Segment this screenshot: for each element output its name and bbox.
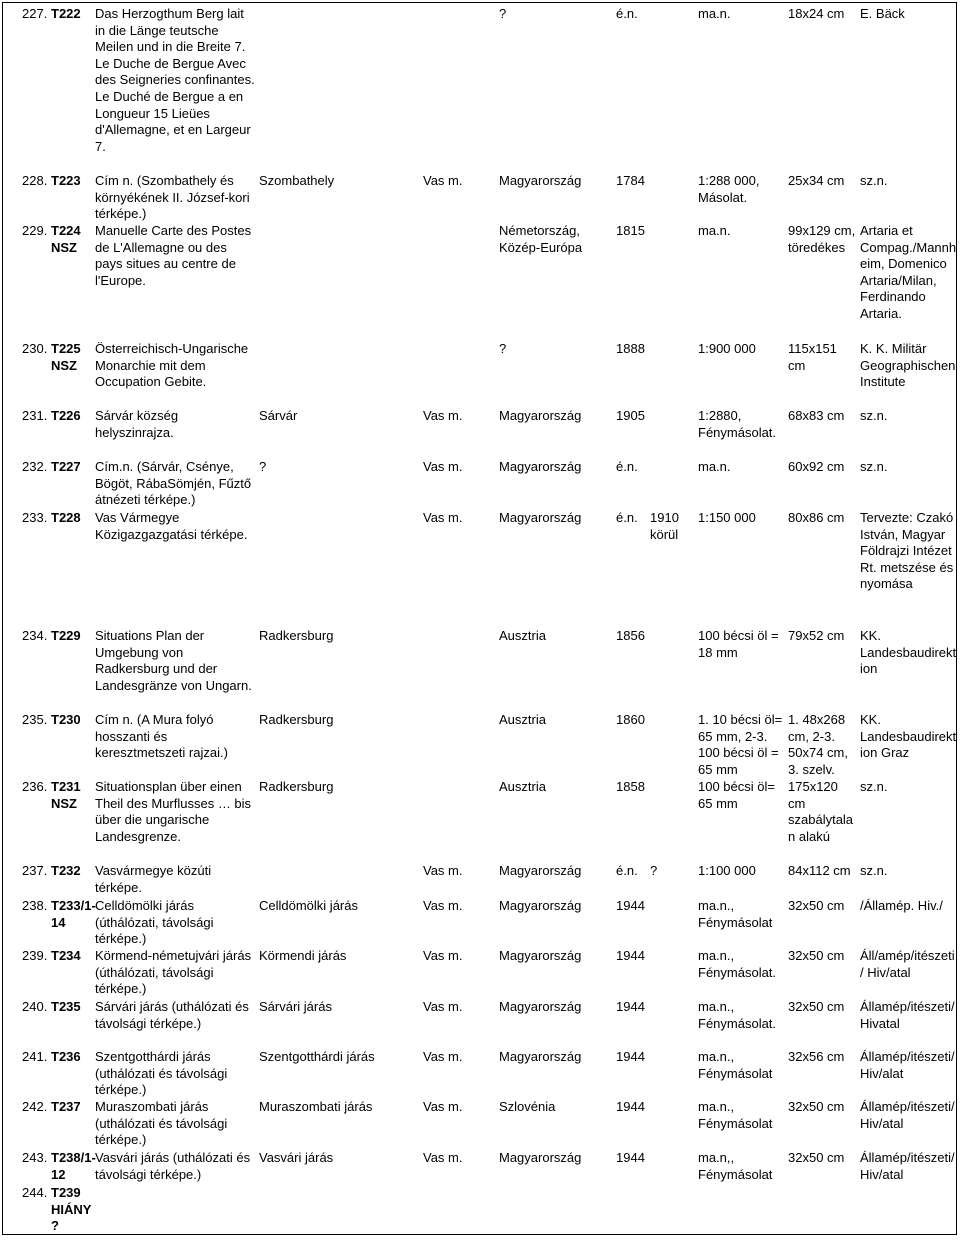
- cell-title: Cím.n. (Sárvár, Csénye, Bögöt, RábaSömjén, Fűztő átnézeti térképe.): [95, 459, 252, 508]
- cell-code: T231 NSZ: [51, 779, 81, 811]
- cell-no: 236.: [22, 779, 48, 794]
- cell-code: T233/1- 14: [51, 898, 96, 930]
- cell-year: 1815: [616, 223, 645, 238]
- cell-county: Vas m.: [423, 1099, 463, 1114]
- cell-title: Celldömölki járás (úthálózati, távolsági térképe.): [95, 898, 214, 947]
- cell-size: 84x112 cm: [788, 863, 851, 878]
- cell-note: K. K. Militär Geographischen Institute: [860, 341, 956, 390]
- cell-size: 80x86 cm: [788, 510, 845, 525]
- cell-country: Magyarország: [499, 1150, 582, 1165]
- cell-size: 99x129 cm, töredékes: [788, 223, 856, 255]
- cell-title: Manuelle Carte des Postes de L'Allemagne ou des pays situes au centre de l'Europe.: [95, 223, 252, 288]
- cell-year: 1944: [616, 1150, 645, 1165]
- cell-title: Vasvármegye közúti térképe.: [95, 863, 212, 895]
- cell-title: Vas Vármegye Közigazgazgatási térképe.: [95, 510, 248, 542]
- cell-no: 244.: [22, 1185, 48, 1200]
- cell-scale: 100 bécsi öl= 65 mm: [698, 779, 775, 811]
- cell-note: Államép/itészeti/ Hiv/atal: [860, 1150, 955, 1182]
- cell-title: Körmend-németujvári járás (úthálózati, távolsági térképe.): [95, 948, 252, 997]
- cell-no: 241.: [22, 1049, 48, 1064]
- cell-place: Szentgotthárdi járás: [259, 1049, 375, 1064]
- cell-code: T222: [51, 6, 81, 21]
- cell-county: Vas m.: [423, 863, 463, 878]
- cell-size: 32x50 cm: [788, 1099, 845, 1114]
- cell-code: T232: [51, 863, 81, 878]
- cell-scale: ma.n.: [698, 6, 731, 21]
- cell-note: Államép/itészeti/ Hiv/alat: [860, 1049, 955, 1081]
- cell-no: 232.: [22, 459, 48, 474]
- cell-note: Artaria et Compag./Mannh eim, Domenico Artaria/Milan, Ferdinando Artaria.: [860, 223, 957, 321]
- cell-country: Magyarország: [499, 948, 582, 963]
- cell-note: sz.n.: [860, 863, 888, 878]
- cell-code: T238/1- 12: [51, 1150, 96, 1182]
- cell-code: T236: [51, 1049, 81, 1064]
- cell-place: Radkersburg: [259, 779, 334, 794]
- cell-title: Situationsplan über einen Theil des Murflusses … bis über die ungarische Landesgrenze.: [95, 779, 252, 844]
- cell-no: 227.: [22, 6, 48, 21]
- cell-size: 175x120 cm szabálytala n alakú: [788, 779, 854, 844]
- cell-code: T227: [51, 459, 81, 474]
- cell-country: Magyarország: [499, 898, 582, 913]
- cell-year: 1944: [616, 898, 645, 913]
- cell-no: 228.: [22, 173, 48, 188]
- cell-county: Vas m.: [423, 408, 463, 423]
- cell-title: Cím n. (A Mura folyó hosszanti és keresztmetszeti rajzai.): [95, 712, 228, 761]
- cell-country: Magyarország: [499, 1049, 582, 1064]
- cell-year: é.n.: [616, 510, 638, 525]
- cell-no: 240.: [22, 999, 48, 1014]
- cell-county: Vas m.: [423, 510, 463, 525]
- cell-code: T228: [51, 510, 81, 525]
- cell-place: Szombathely: [259, 173, 335, 188]
- cell-title: Muraszombati járás (uthálózati és távolsági térképe.): [95, 1099, 228, 1148]
- cell-size: 32x50 cm: [788, 999, 845, 1014]
- cell-country: Szlovénia: [499, 1099, 556, 1114]
- cell-year: 1944: [616, 1049, 645, 1064]
- cell-place: Radkersburg: [259, 712, 334, 727]
- cell-county: Vas m.: [423, 459, 463, 474]
- cell-note: sz.n.: [860, 779, 888, 794]
- cell-no: 243.: [22, 1150, 48, 1165]
- cell-code: T224 NSZ: [51, 223, 81, 255]
- cell-no: 230.: [22, 341, 48, 356]
- cell-no: 229.: [22, 223, 48, 238]
- cell-circa: 1910 körül: [650, 510, 679, 542]
- cell-place: Sárvári járás: [259, 999, 332, 1014]
- cell-scale: 100 bécsi öl = 18 mm: [698, 628, 779, 660]
- cell-country: Magyarország: [499, 863, 582, 878]
- cell-country: ?: [499, 341, 507, 356]
- cell-country: Magyarország: [499, 510, 582, 525]
- cell-scale: ma.n., Fénymásolat: [698, 1049, 773, 1081]
- cell-country: Ausztria: [499, 779, 546, 794]
- cell-note: KK. Landesbaudirekt ion Graz: [860, 712, 957, 761]
- cell-no: 235.: [22, 712, 48, 727]
- cell-scale: ma.n., Fénymásolat: [698, 1099, 773, 1131]
- cell-place: Körmendi járás: [259, 948, 347, 963]
- cell-year: 1944: [616, 948, 645, 963]
- cell-country: Magyarország: [499, 173, 582, 188]
- cell-year: 1944: [616, 1099, 645, 1114]
- cell-county: Vas m.: [423, 1150, 463, 1165]
- cell-size: 32x50 cm: [788, 898, 845, 913]
- cell-county: Vas m.: [423, 999, 463, 1014]
- cell-note: sz.n.: [860, 173, 888, 188]
- cell-place: Muraszombati járás: [259, 1099, 373, 1114]
- cell-size: 79x52 cm: [788, 628, 845, 643]
- cell-place: ?: [259, 459, 267, 474]
- cell-code: T229: [51, 628, 81, 643]
- cell-size: 60x92 cm: [788, 459, 845, 474]
- cell-year: 1860: [616, 712, 645, 727]
- cell-year: 1784: [616, 173, 645, 188]
- cell-country: Magyarország: [499, 459, 582, 474]
- cell-year: é.n.: [616, 863, 638, 878]
- cell-scale: ma.n,, Fénymásolat: [698, 1150, 773, 1182]
- cell-no: 231.: [22, 408, 48, 423]
- cell-country: Németország, Közép-Európa: [499, 223, 583, 255]
- cell-circa: ?: [650, 863, 658, 878]
- cell-title: Situations Plan der Umgebung von Radkersburg und der Landesgränze von Ungarn.: [95, 628, 252, 693]
- cell-size: 32x56 cm: [788, 1049, 845, 1064]
- cell-county: Vas m.: [423, 898, 463, 913]
- cell-scale: ma.n., Fénymásolat: [698, 898, 773, 930]
- cell-title: Sárvári járás (uthálózati és távolsági térképe.): [95, 999, 249, 1031]
- cell-county: Vas m.: [423, 173, 463, 188]
- cell-place: Sárvár: [259, 408, 298, 423]
- cell-size: 115x151 cm: [788, 341, 837, 373]
- cell-scale: ma.n., Fénymásolat.: [698, 999, 777, 1031]
- cell-note: /Államép. Hiv./: [860, 898, 943, 913]
- cell-no: 234.: [22, 628, 48, 643]
- cell-title: Cím n. (Szombathely és környékének II. József-kori térképe.): [95, 173, 250, 222]
- cell-county: Vas m.: [423, 1049, 463, 1064]
- cell-scale: 1:900 000: [698, 341, 756, 356]
- cell-year: é.n.: [616, 459, 638, 474]
- cell-no: 242.: [22, 1099, 48, 1114]
- cell-note: Tervezte: Czakó István, Magyar Földrajzi Intézet Rt. metszése és nyomása: [860, 510, 954, 592]
- cell-size: 1. 48x268 cm, 2-3. 50x74 cm, 3. szelv.: [788, 712, 848, 777]
- cell-county: Vas m.: [423, 948, 463, 963]
- cell-title: Vasvári járás (uthálózati és távolsági térképe.): [95, 1150, 251, 1182]
- cell-scale: 1:150 000: [698, 510, 756, 525]
- cell-country: Magyarország: [499, 408, 582, 423]
- cell-code: T225 NSZ: [51, 341, 81, 373]
- cell-year: 1888: [616, 341, 645, 356]
- cell-title: Szentgotthárdi járás (uthálózati és távolsági térképe.): [95, 1049, 228, 1098]
- cell-year: 1858: [616, 779, 645, 794]
- cell-country: Ausztria: [499, 628, 546, 643]
- cell-code: T234: [51, 948, 81, 963]
- cell-scale: 1:100 000: [698, 863, 756, 878]
- cell-note: Államép/itészeti/ Hiv/atal: [860, 1099, 955, 1131]
- cell-note: Áll/amép/itészeti / Hiv/atal: [860, 948, 955, 980]
- cell-note: Államép/itészeti/ Hivatal: [860, 999, 955, 1031]
- cell-code: T239 HIÁNY ?: [51, 1185, 92, 1234]
- cell-scale: 1:288 000, Másolat.: [698, 173, 760, 205]
- cell-no: 239.: [22, 948, 48, 963]
- cell-place: Celldömölki járás: [259, 898, 358, 913]
- cell-scale: ma.n., Fénymásolat.: [698, 948, 777, 980]
- cell-scale: 1:2880, Fénymásolat.: [698, 408, 777, 440]
- cell-code: T223: [51, 173, 81, 188]
- cell-country: ?: [499, 6, 507, 21]
- cell-size: 68x83 cm: [788, 408, 845, 423]
- cell-code: T235: [51, 999, 81, 1014]
- cell-place: Vasvári járás: [259, 1150, 334, 1165]
- cell-year: 1944: [616, 999, 645, 1014]
- cell-scale: 1. 10 bécsi öl= 65 mm, 2-3. 100 bécsi öl = 65 mm: [698, 712, 783, 777]
- cell-country: Ausztria: [499, 712, 546, 727]
- cell-no: 238.: [22, 898, 48, 913]
- cell-title: Sárvár község helyszinrajza.: [95, 408, 179, 440]
- cell-size: 32x50 cm: [788, 948, 845, 963]
- cell-country: Magyarország: [499, 999, 582, 1014]
- cell-code: T226: [51, 408, 81, 423]
- cell-note: KK. Landesbaudirekt ion: [860, 628, 957, 677]
- cell-size: 32x50 cm: [788, 1150, 845, 1165]
- cell-title: Das Herzogthum Berg lait in die Länge teutsche Meilen und in die Breite 7. Le Duche de Bergue Avec des Seigneries confinantes. Le Duché de Bergue a en Longueur 15 Lieües d'Allemagne, et en Largeur 7.: [95, 6, 255, 154]
- cell-code: T237: [51, 1099, 81, 1114]
- cell-note: E. Bäck: [860, 6, 905, 21]
- cell-no: 233.: [22, 510, 48, 525]
- cell-note: sz.n.: [860, 459, 888, 474]
- cell-code: T230: [51, 712, 81, 727]
- cell-no: 237.: [22, 863, 48, 878]
- cell-note: sz.n.: [860, 408, 888, 423]
- cell-place: Radkersburg: [259, 628, 334, 643]
- cell-scale: ma.n.: [698, 223, 731, 238]
- cell-title: Österreichisch-Ungarische Monarchie mit dem Occupation Gebite.: [95, 341, 249, 390]
- cell-year: 1905: [616, 408, 645, 423]
- cell-year: é.n.: [616, 6, 638, 21]
- cell-scale: ma.n.: [698, 459, 731, 474]
- cell-size: 18x24 cm: [788, 6, 845, 21]
- cell-year: 1856: [616, 628, 645, 643]
- cell-size: 25x34 cm: [788, 173, 845, 188]
